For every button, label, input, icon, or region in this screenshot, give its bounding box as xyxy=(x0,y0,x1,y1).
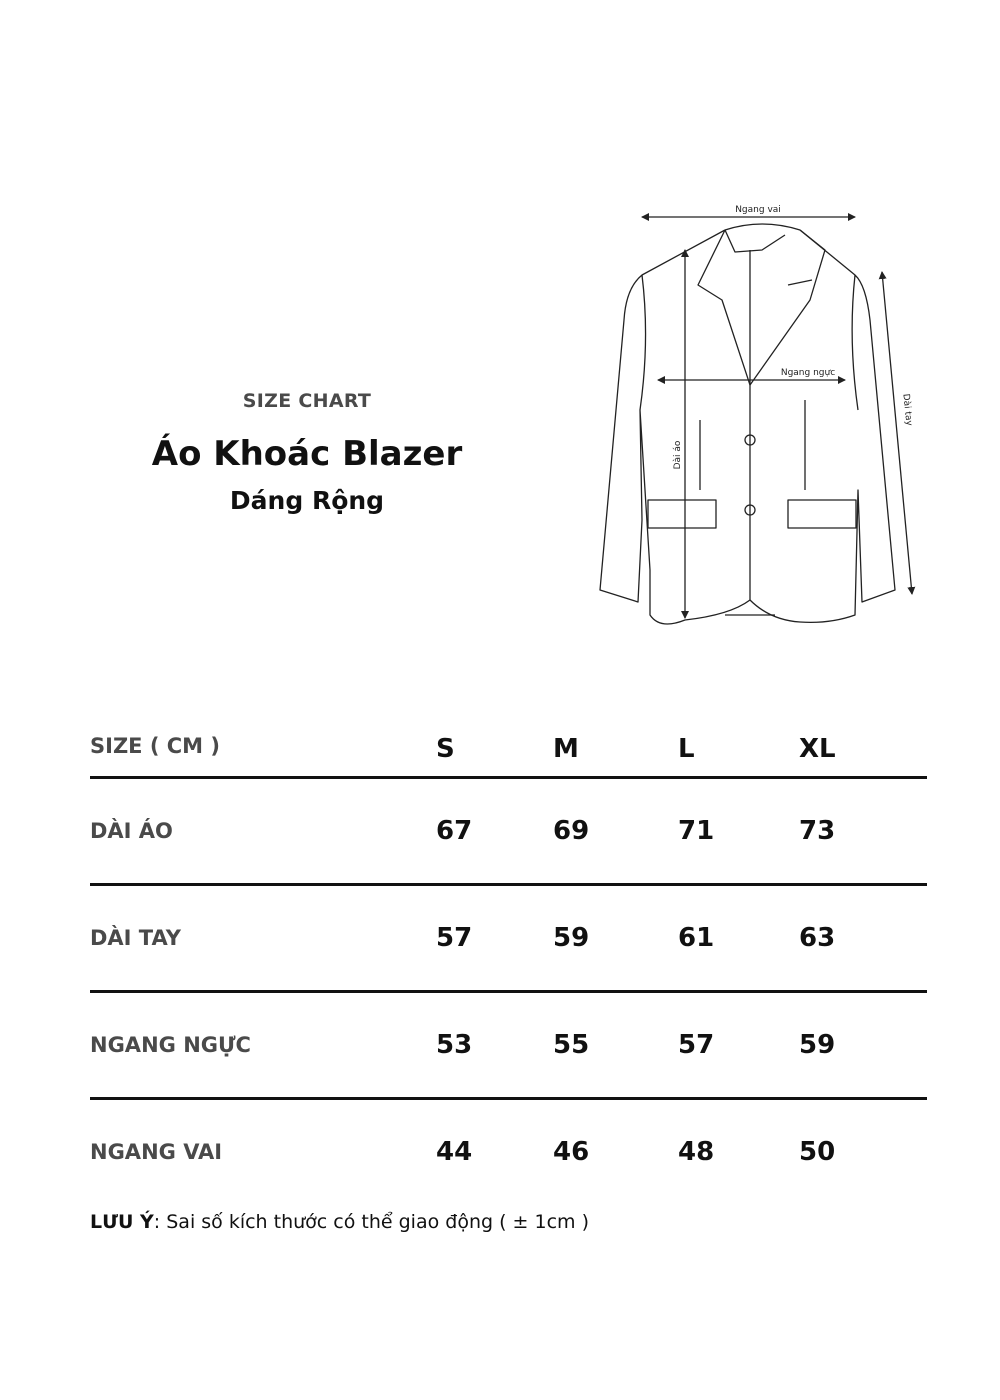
pocket-right xyxy=(788,500,856,528)
row-value: 57 xyxy=(436,923,473,953)
table-row xyxy=(90,779,927,886)
row-label: DÀI TAY xyxy=(90,926,181,950)
table-row xyxy=(90,1100,927,1204)
row-value: 53 xyxy=(436,1030,473,1060)
product-subtitle: Dáng Rộng xyxy=(229,486,385,515)
shoulder-label: Ngang vai xyxy=(735,205,781,215)
row-value: 59 xyxy=(553,923,590,953)
size-table xyxy=(90,720,927,1204)
table-header-row xyxy=(90,720,927,779)
row-value: 63 xyxy=(799,923,836,953)
row-value: 57 xyxy=(678,1030,715,1060)
row-value: 46 xyxy=(553,1137,590,1167)
row-value: 44 xyxy=(436,1137,473,1167)
tolerance-note xyxy=(90,1211,589,1233)
size-header-m: M xyxy=(553,734,579,764)
pocket-left xyxy=(648,500,716,528)
row-value: 69 xyxy=(553,816,590,846)
row-value: 67 xyxy=(436,816,473,846)
size-header-xl: XL xyxy=(799,734,836,764)
size-header-s: S xyxy=(436,734,455,764)
note-prefix: LƯU Ý xyxy=(90,1211,154,1233)
chest-label: Ngang ngực xyxy=(780,368,836,378)
length-label: Dài áo xyxy=(673,440,683,470)
row-value: 55 xyxy=(553,1030,590,1060)
blazer-outline xyxy=(600,230,895,624)
table-row xyxy=(90,993,927,1100)
row-label: NGANG NGỰC xyxy=(90,1033,251,1057)
size-header-label: SIZE ( CM ) xyxy=(90,734,220,758)
product-title: Áo Khoác Blazer xyxy=(151,434,463,474)
blazer-measurement-diagram xyxy=(590,190,935,640)
row-value: 59 xyxy=(799,1030,836,1060)
header xyxy=(60,390,554,515)
row-value: 50 xyxy=(799,1137,836,1167)
table-row xyxy=(90,886,927,993)
sleeve-label: Dài tay xyxy=(900,393,914,427)
row-value: 48 xyxy=(678,1137,715,1167)
row-value: 71 xyxy=(678,816,715,846)
size-header-l: L xyxy=(678,734,695,764)
size-chart-kicker: SIZE CHART xyxy=(242,390,372,412)
row-label: DÀI ÁO xyxy=(90,819,173,843)
row-label: NGANG VAI xyxy=(90,1140,223,1164)
sleeve-arrow xyxy=(882,272,912,594)
row-value: 73 xyxy=(799,816,836,846)
note-text: : Sai số kích thước có thể giao động ( ± 1cm ) xyxy=(153,1211,589,1233)
row-value: 61 xyxy=(678,923,715,953)
